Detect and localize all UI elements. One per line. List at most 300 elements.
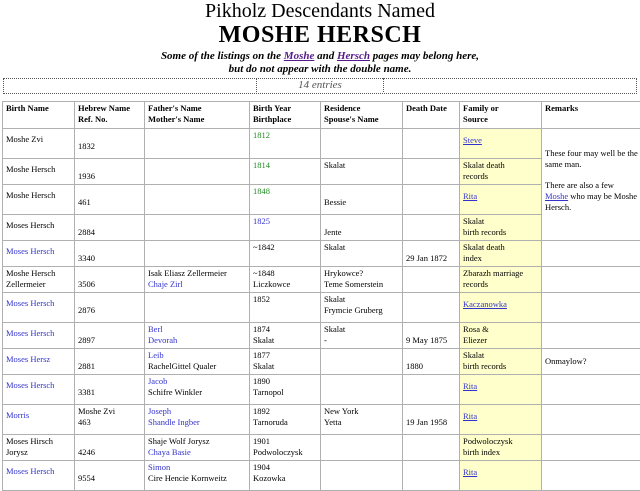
family-link[interactable]: Rita (463, 411, 538, 422)
death-date (406, 171, 456, 182)
father-name: Shaje Wolf Jorysz (148, 436, 246, 447)
spouse-name: Yetta (324, 417, 399, 428)
residence-cell (321, 375, 403, 405)
parents-cell (145, 129, 250, 159)
family-link[interactable]: Rita (463, 467, 538, 478)
residence (324, 462, 399, 473)
birth-year-cell (250, 323, 321, 349)
source-text: Skalat (463, 216, 538, 227)
death-date-cell (403, 185, 460, 215)
remarks-cell (542, 293, 640, 323)
page-header (0, 0, 640, 94)
death-date-cell (403, 293, 460, 323)
birth-name: Moses Hirsch (6, 436, 71, 447)
remark-text (545, 384, 638, 395)
residence-cell (321, 349, 403, 375)
birth-name[interactable]: Morris (6, 410, 71, 421)
death-date (406, 387, 456, 398)
spouse-name (324, 387, 399, 398)
family-link[interactable]: Steve (463, 135, 538, 146)
table-row (3, 405, 640, 435)
ref-number: 9554 (78, 473, 141, 484)
father-name (148, 130, 246, 141)
birth-name[interactable]: Moses Hersch (6, 246, 71, 257)
col-residence: Residence Spouse's Name (321, 102, 403, 129)
hebrew-ref-cell (75, 293, 145, 323)
mother-name[interactable]: Chaya Basie (148, 447, 246, 458)
residence-cell (321, 241, 403, 267)
remark-text (545, 302, 638, 313)
source-text: Skalat death (463, 242, 538, 253)
hebrew-ref-cell (75, 405, 145, 435)
col-family-source: Family or Source (460, 102, 542, 129)
source-text-line2 (463, 422, 538, 433)
mother-name (148, 197, 246, 208)
remark-text (545, 470, 638, 481)
mother-name[interactable]: Shandle Ingber (148, 417, 246, 428)
spouse-name (324, 253, 399, 264)
spouse-name: Teme Somerstein (324, 279, 399, 290)
birth-name-line2: Zellermeier (6, 279, 71, 290)
birthplace (253, 141, 317, 152)
remark-text (545, 442, 638, 453)
death-date (406, 197, 456, 208)
col-birth-name: Birth Name (3, 102, 75, 129)
spouse-name (324, 171, 399, 182)
death-date (406, 447, 456, 458)
hebrew-ref-cell (75, 241, 145, 267)
father-name[interactable]: Leib (148, 350, 246, 361)
birthplace (253, 253, 317, 264)
remark-text (545, 274, 638, 285)
hebrew-ref-cell (75, 461, 145, 491)
family-link[interactable]: Rita (463, 381, 538, 392)
residence-cell (321, 293, 403, 323)
family-link[interactable]: Rita (463, 191, 538, 202)
death-date-cell (403, 435, 460, 461)
spouse-name (324, 141, 399, 152)
moshe-link[interactable]: Moshe (545, 191, 568, 201)
col-death-date: Death Date (403, 102, 460, 129)
birth-year: 1814 (253, 160, 317, 171)
parents-cell (145, 349, 250, 375)
birth-year-cell (250, 375, 321, 405)
spouse-name: - (324, 335, 399, 346)
birth-name: Moses Hersch (6, 220, 71, 231)
page-subtitle: Pikholz Descendants Named (0, 0, 640, 21)
residence (324, 376, 399, 387)
birth-year-cell (250, 267, 321, 293)
residence (324, 186, 399, 197)
source-text-line2 (463, 392, 538, 403)
death-date-cell (403, 159, 460, 185)
birth-year: ~1842 (253, 242, 317, 253)
residence (324, 436, 399, 447)
hebrew-name (78, 436, 141, 447)
father-name[interactable]: Berl (148, 324, 246, 335)
residence-cell (321, 185, 403, 215)
birth-name-cell (3, 267, 75, 293)
birth-name[interactable]: Moses Hersch (6, 298, 71, 309)
birth-year-cell (250, 185, 321, 215)
birthplace (253, 197, 317, 208)
death-date-cell (403, 129, 460, 159)
residence-cell (321, 267, 403, 293)
birth-year[interactable]: 1825 (253, 216, 317, 227)
birth-name: Moshe Zvi (6, 134, 71, 145)
birthplace (253, 305, 317, 316)
hersch-page-link[interactable]: Hersch (337, 50, 370, 62)
remarks-cell (542, 375, 640, 405)
birthplace: Podwoloczysk (253, 447, 317, 458)
birth-name: Moshe Hersch (6, 164, 71, 175)
hebrew-name (78, 160, 141, 171)
table-row (3, 349, 640, 375)
death-date (406, 305, 456, 316)
table-row (3, 267, 640, 293)
remarks-cell (542, 349, 640, 375)
family-source-cell (460, 267, 542, 293)
birth-year-cell (250, 461, 321, 491)
parents-cell (145, 185, 250, 215)
ref-number: 461 (78, 197, 141, 208)
note-text-line2: but do not appear with the double name. (229, 63, 412, 75)
father-name[interactable]: Jacob (148, 376, 246, 387)
birth-year-cell (250, 435, 321, 461)
parents-cell (145, 215, 250, 241)
residence (324, 130, 399, 141)
father-name[interactable]: Simon (148, 462, 246, 473)
mother-name (148, 171, 246, 182)
birthplace: Tarnoruda (253, 417, 317, 428)
birth-year: 1901 (253, 436, 317, 447)
col-hebrew-name: Hebrew Name Ref. No. (75, 102, 145, 129)
note-text: and (314, 50, 337, 62)
birth-year: 1874 (253, 324, 317, 335)
birth-name-cell (3, 435, 75, 461)
page-title: MOSHE HERSCH (0, 22, 640, 48)
residence-cell (321, 461, 403, 491)
residence: Skalat (324, 160, 399, 171)
father-name (148, 160, 246, 171)
birth-name[interactable]: Moses Hersch (6, 466, 71, 477)
death-date-cell (403, 241, 460, 267)
birth-year: 1852 (253, 294, 317, 305)
spouse-name: Jente (324, 227, 399, 238)
remarks-cell (542, 323, 640, 349)
birth-name-cell (3, 349, 75, 375)
remarks-cell (542, 405, 640, 435)
col-birth-year: Birth Year Birthplace (250, 102, 321, 129)
birth-year: 1848 (253, 186, 317, 197)
hebrew-ref-cell (75, 349, 145, 375)
death-date (406, 141, 456, 152)
residence: Skalat (324, 242, 399, 253)
family-source-cell (460, 129, 542, 159)
remarks-cell (542, 241, 640, 267)
hebrew-name (78, 242, 141, 253)
birth-year-cell (250, 293, 321, 323)
birth-name[interactable]: Moses Hersch (6, 328, 71, 339)
hebrew-ref-cell (75, 159, 145, 185)
table-row (3, 241, 640, 267)
mother-name (148, 305, 246, 316)
death-date: 1880 (406, 361, 456, 372)
remark-text (545, 330, 638, 341)
ref-number: 2884 (78, 227, 141, 238)
mother-name (148, 141, 246, 152)
family-source-cell (460, 215, 542, 241)
spouse-name: Bessie (324, 197, 399, 208)
family-link[interactable]: Kaczanowka (463, 299, 538, 310)
hebrew-name: Moshe Zvi (78, 406, 141, 417)
father-name (148, 216, 246, 227)
birth-year-cell (250, 215, 321, 241)
parents-cell (145, 267, 250, 293)
birth-name-cell (3, 129, 75, 159)
residence-cell (321, 159, 403, 185)
remark-moshe: There are also a few Moshe who may be Moshe Hersch. (545, 180, 638, 213)
death-date-cell (403, 375, 460, 405)
family-source-cell (460, 293, 542, 323)
source-text: Skalat (463, 350, 538, 361)
ref-number: 3340 (78, 253, 141, 264)
source-text-line2: index (463, 253, 538, 264)
source-text-line2: Eliezer (463, 335, 538, 346)
source-text-line2: records (463, 279, 538, 290)
residence-cell (321, 215, 403, 241)
birthplace: Liczkowce (253, 279, 317, 290)
residence: Hrykowce? (324, 268, 399, 279)
family-source-cell (460, 405, 542, 435)
residence-cell (321, 405, 403, 435)
hebrew-ref-cell (75, 129, 145, 159)
family-source-cell (460, 185, 542, 215)
remark-same-man: These four may well be the same man. (545, 148, 638, 170)
death-date-cell (403, 267, 460, 293)
spouse-name (324, 473, 399, 484)
father-name (148, 242, 246, 253)
father-name: Isak Eliasz Zellermeier (148, 268, 246, 279)
mother-name[interactable]: Devorah (148, 335, 246, 346)
birth-name-cell (3, 215, 75, 241)
hebrew-name (78, 294, 141, 305)
birth-year-cell (250, 159, 321, 185)
parents-cell (145, 405, 250, 435)
mother-name (148, 253, 246, 264)
hebrew-name (78, 186, 141, 197)
father-name[interactable]: Joseph (148, 406, 246, 417)
source-text-line2: birth records (463, 361, 538, 372)
birth-year: 1890 (253, 376, 317, 387)
hebrew-name (78, 130, 141, 141)
hebrew-name (78, 216, 141, 227)
birth-name: Moshe Hersch (6, 268, 71, 279)
source-text: Skalat death (463, 160, 538, 171)
remark-text: Onmaylow? (545, 356, 638, 367)
family-source-cell (460, 323, 542, 349)
source-text-line2 (463, 146, 538, 157)
birth-name-cell (3, 185, 75, 215)
parents-cell (145, 461, 250, 491)
birth-name[interactable]: Moses Hersz (6, 354, 71, 365)
hebrew-ref-cell (75, 435, 145, 461)
ref-number: 2881 (78, 361, 141, 372)
entries-count-box (3, 78, 637, 94)
source-text-line2: birth index (463, 447, 538, 458)
ref-number: 1936 (78, 171, 141, 182)
note-text: pages may belong here, (370, 50, 479, 62)
birthplace: Kozowka (253, 473, 317, 484)
table-header-row (3, 102, 640, 129)
mother-name[interactable]: Chaje Zirl (148, 279, 246, 290)
ref-number: 2876 (78, 305, 141, 316)
family-source-cell (460, 159, 542, 185)
birth-year: 1812 (253, 130, 317, 141)
table-row (3, 375, 640, 405)
father-name (148, 186, 246, 197)
death-date (406, 227, 456, 238)
remarks-cell (542, 461, 640, 491)
hebrew-name (78, 350, 141, 361)
death-date: 9 May 1875 (406, 335, 456, 346)
father-name (148, 294, 246, 305)
table-row (3, 129, 640, 159)
birth-name-cell (3, 323, 75, 349)
birth-name-cell (3, 241, 75, 267)
ref-number: 3506 (78, 279, 141, 290)
birth-name-line2: Jorysz (6, 447, 71, 458)
death-date (406, 473, 456, 484)
birth-year-cell (250, 241, 321, 267)
birth-name[interactable]: Moses Hersch (6, 380, 71, 391)
source-text-line2: birth records (463, 227, 538, 238)
death-date-cell (403, 461, 460, 491)
note-text: Some of the listings on the (161, 50, 284, 62)
family-source-cell (460, 241, 542, 267)
birthplace: Tarnopol (253, 387, 317, 398)
birth-year: 1892 (253, 406, 317, 417)
birth-name-cell (3, 293, 75, 323)
family-source-cell (460, 349, 542, 375)
parents-cell (145, 375, 250, 405)
family-source-cell (460, 435, 542, 461)
birth-name-cell (3, 159, 75, 185)
family-source-cell (460, 375, 542, 405)
entries-table (2, 101, 640, 491)
spouse-name (324, 361, 399, 372)
residence (324, 350, 399, 361)
parents-cell (145, 241, 250, 267)
residence (324, 216, 399, 227)
table-row (3, 293, 640, 323)
parents-cell (145, 293, 250, 323)
hebrew-ref-cell (75, 185, 145, 215)
mother-name: Schifre Winkler (148, 387, 246, 398)
birth-name: Moshe Hersch (6, 190, 71, 201)
hebrew-ref-cell (75, 267, 145, 293)
birth-year-cell (250, 349, 321, 375)
residence-cell (321, 129, 403, 159)
death-date-cell (403, 323, 460, 349)
death-date-cell (403, 349, 460, 375)
mother-name: RachelGittel Qualer (148, 361, 246, 372)
header-note (0, 50, 640, 76)
table-row (3, 461, 640, 491)
mother-name: Cire Hencie Kornweitz (148, 473, 246, 484)
birth-year: 1877 (253, 350, 317, 361)
source-text-line2 (463, 310, 538, 321)
birth-year-cell (250, 405, 321, 435)
residence: New York (324, 406, 399, 417)
death-date (406, 279, 456, 290)
birthplace: Skalat (253, 335, 317, 346)
remarks-cell (542, 435, 640, 461)
birth-year: ~1848 (253, 268, 317, 279)
ref-number: 463 (78, 417, 141, 428)
remark-text (545, 248, 638, 259)
table-row (3, 323, 640, 349)
hebrew-name (78, 462, 141, 473)
spouse-name: Frymcie Gruberg (324, 305, 399, 316)
col-remarks: Remarks (542, 102, 640, 129)
birth-year-cell (250, 129, 321, 159)
entries-count: 14 entries (256, 78, 384, 92)
ref-number: 3381 (78, 387, 141, 398)
ref-number: 4246 (78, 447, 141, 458)
parents-cell (145, 159, 250, 185)
birth-name-cell (3, 405, 75, 435)
residence-cell (321, 435, 403, 461)
death-date-cell (403, 405, 460, 435)
birth-year: 1904 (253, 462, 317, 473)
parents-cell (145, 435, 250, 461)
ref-number: 1832 (78, 141, 141, 152)
remarks-cell (542, 129, 640, 241)
remarks-cell (542, 267, 640, 293)
hebrew-name (78, 268, 141, 279)
birthplace: Skalat (253, 361, 317, 372)
parents-cell (145, 323, 250, 349)
moshe-page-link[interactable]: Moshe (284, 50, 315, 62)
hebrew-ref-cell (75, 375, 145, 405)
birth-name-cell (3, 375, 75, 405)
mother-name (148, 227, 246, 238)
source-text: Podwoloczysk (463, 436, 538, 447)
source-text-line2 (463, 202, 538, 213)
residence: Skalat (324, 294, 399, 305)
source-text: Rosa & (463, 324, 538, 335)
table-row (3, 435, 640, 461)
family-source-cell (460, 461, 542, 491)
spouse-name (324, 447, 399, 458)
source-text: Zbarazh marriage (463, 268, 538, 279)
residence-cell (321, 323, 403, 349)
hebrew-name (78, 324, 141, 335)
death-date: 29 Jan 1872 (406, 253, 456, 264)
ref-number: 2897 (78, 335, 141, 346)
source-text-line2: records (463, 171, 538, 182)
hebrew-ref-cell (75, 323, 145, 349)
hebrew-ref-cell (75, 215, 145, 241)
birthplace (253, 227, 317, 238)
birth-name-cell (3, 461, 75, 491)
residence: Skalat (324, 324, 399, 335)
death-date-cell (403, 215, 460, 241)
col-parents: Father's Name Mother's Name (145, 102, 250, 129)
hebrew-name (78, 376, 141, 387)
birthplace (253, 171, 317, 182)
